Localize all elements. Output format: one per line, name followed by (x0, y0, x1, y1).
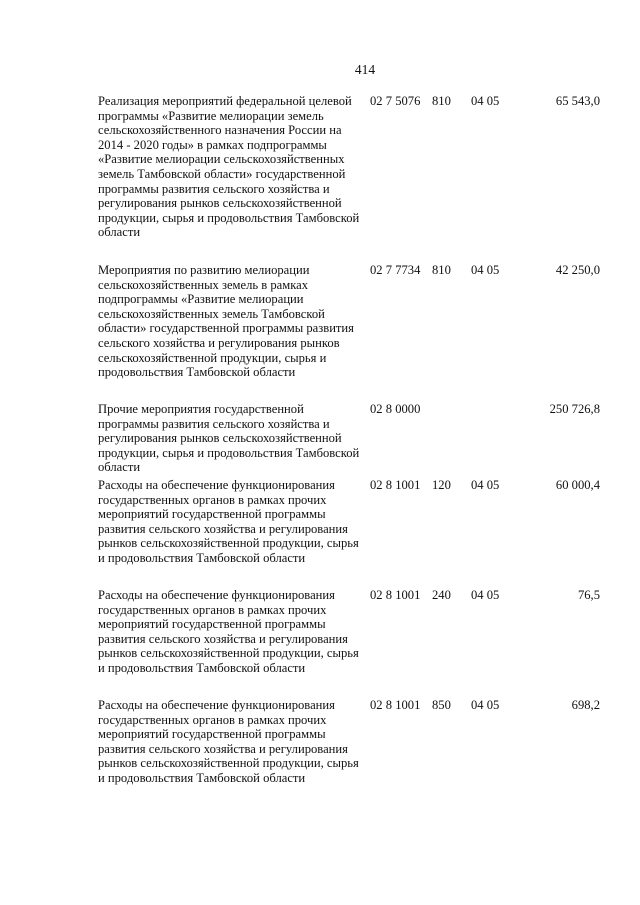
row-target-code: 02 8 1001 (370, 698, 421, 712)
row-section: 04 05 (471, 588, 500, 602)
row-amount: 76,5 (577, 588, 600, 602)
row-amount: 250 726,8 (549, 402, 600, 416)
table-row (0, 263, 640, 402)
row-target-code: 02 7 5076 (370, 94, 421, 108)
row-expense-type: 120 (432, 478, 451, 492)
row-section: 04 05 (471, 698, 500, 712)
row-section: 04 05 (471, 478, 500, 492)
row-target-code: 02 7 7734 (370, 263, 421, 277)
row-amount: 42 250,0 (555, 263, 600, 277)
table-row (0, 698, 640, 798)
table-row (0, 478, 640, 588)
row-description: Расходы на обеспечение функционирования государственных органов в рамках прочих мероприятий государственной программы развития сельского хозяйства и регулирования рынков сельскохозяйственной продукции, сырья и продовольствия Тамбовской области (98, 588, 359, 675)
row-expense-type: 850 (432, 698, 451, 712)
row-expense-type: 240 (432, 588, 451, 602)
row-description: Прочие мероприятия государственной программы развития сельского хозяйства и регулирования рынков сельскохозяйственной продукции, сырья и продовольствия Тамбовской области (98, 402, 360, 475)
budget-table (0, 94, 640, 798)
row-target-code: 02 8 1001 (370, 478, 421, 492)
row-target-code: 02 8 1001 (370, 588, 421, 602)
row-description: Расходы на обеспечение функционирования государственных органов в рамках прочих мероприятий государственной программы развития сельского хозяйства и регулирования рынков сельскохозяйственной продукции, сырья и продовольствия Тамбовской области (98, 478, 359, 565)
row-section: 04 05 (471, 263, 500, 277)
table-row (0, 588, 640, 698)
row-target-code: 02 8 0000 (370, 402, 421, 416)
row-expense-type: 810 (432, 263, 451, 277)
row-amount: 60 000,4 (555, 478, 600, 492)
page-number: 414 (354, 62, 376, 77)
row-section: 04 05 (471, 94, 500, 108)
table-row (0, 402, 640, 478)
row-description: Реализация мероприятий федеральной целевой программы «Развитие мелиорации земель сельскохозяйственного назначения России на 2014 - 2020 годы» в рамках подпрограммы «Развитие мелиорации сельскохозяйственных земель Тамбовской области» государственной программы развития сельского хозяйства и регулирования рынков сельскохозяйственной продукции, сырья и продовольствия Тамбовской области (98, 94, 360, 240)
row-description: Мероприятия по развитию мелиорации сельскохозяйственных земель в рамках подпрограммы «Развитие мелиорации сельскохозяйственных земель Тамбовской области» государственной программы развития сельского хозяйства и регулирования рынков сельскохозяйственной продукции, сырья и продовольствия Тамбовской области (98, 263, 354, 380)
row-amount: 698,2 (571, 698, 600, 712)
row-expense-type: 810 (432, 94, 451, 108)
row-description: Расходы на обеспечение функционирования государственных органов в рамках прочих мероприятий государственной программы развития сельского хозяйства и регулирования рынков сельскохозяйственной продукции, сырья и продовольствия Тамбовской области (98, 698, 359, 785)
table-row (0, 94, 640, 263)
row-amount: 65 543,0 (555, 94, 600, 108)
